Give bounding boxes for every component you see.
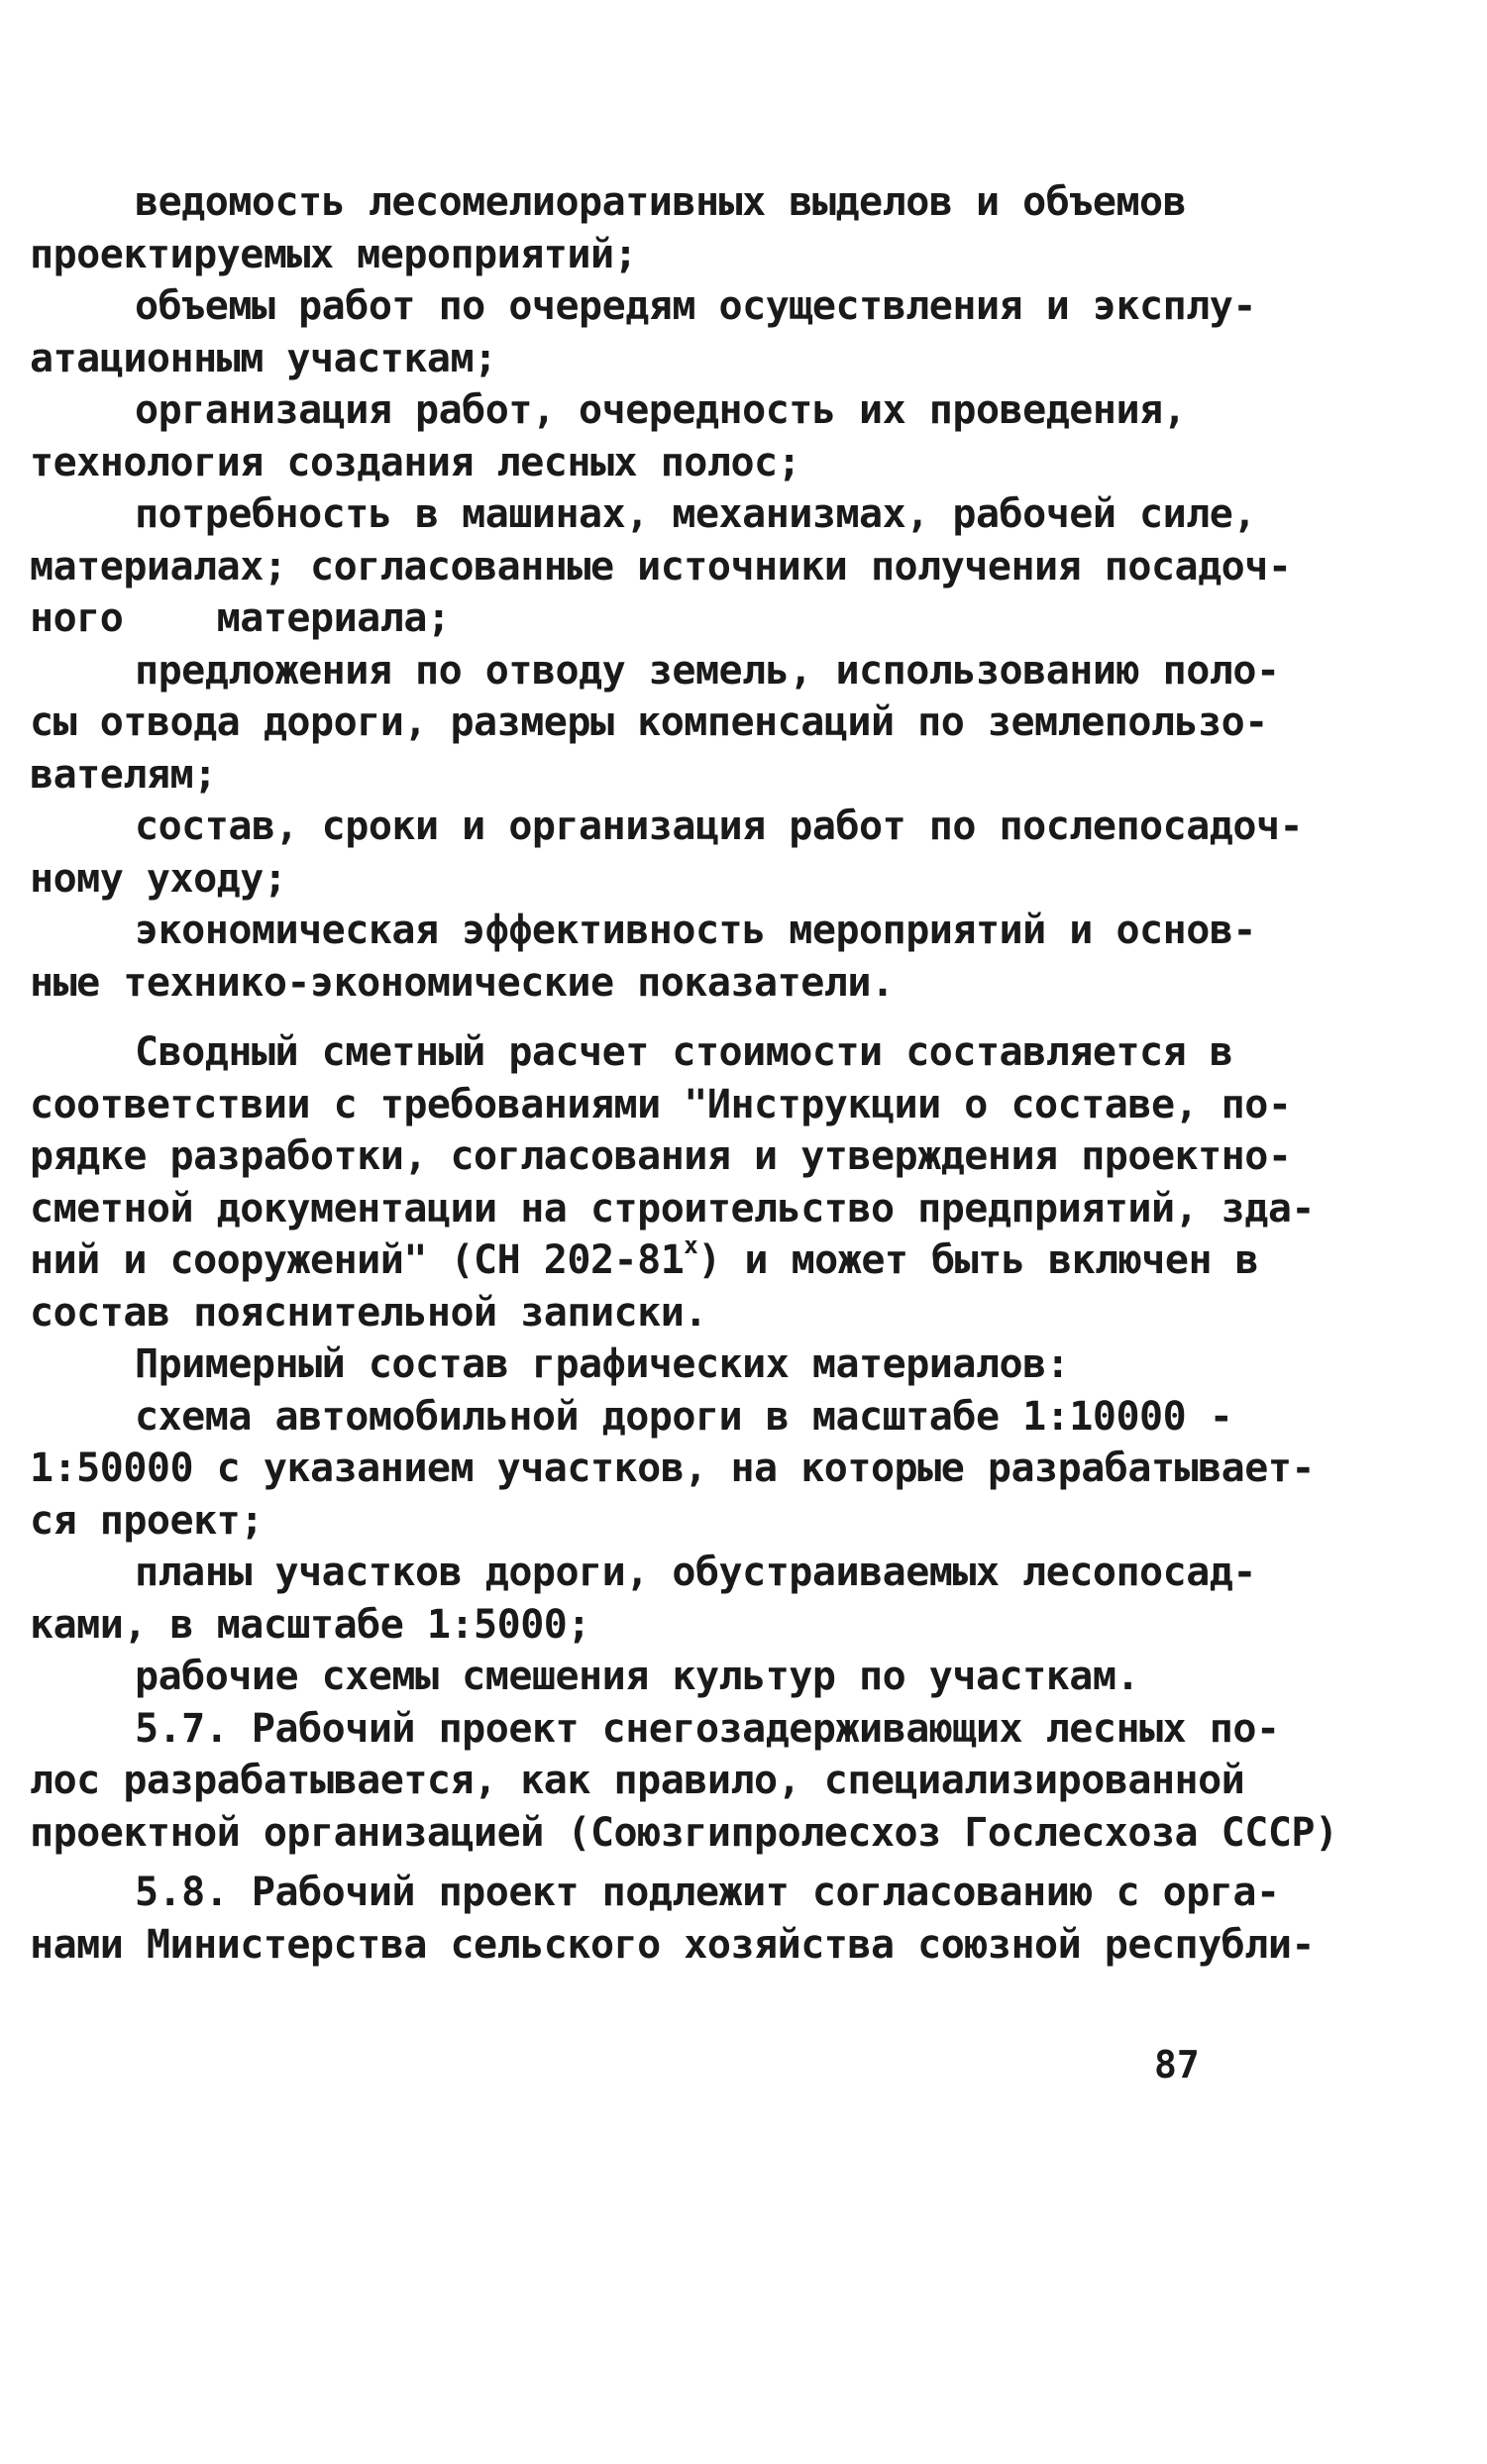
paragraph	[30, 1339, 1219, 1391]
paragraph	[30, 1867, 1316, 1971]
text-line: ведомость лесомелиоративных выделов и объемов	[135, 179, 1187, 225]
text-line: вателям;	[30, 751, 217, 798]
text-line: 5.8. Рабочий проект подлежит согласованию с орга-	[135, 1870, 1280, 1915]
text-line: ному уходу;	[30, 855, 287, 902]
text-line: Сводный сметный расчет стоимости составляется в	[135, 1029, 1233, 1075]
text-line: ные технико-экономические показатели.	[30, 959, 895, 1006]
text-line: схема автомобильной дороги в масштабе 1:10000 -	[135, 1393, 1233, 1440]
text-line: ся проект;	[30, 1497, 264, 1544]
text-line: ками, в масштабе 1:5000;	[30, 1601, 590, 1648]
superscript-mark: х	[684, 1231, 698, 1259]
text-line: объемы работ по очередям осуществления и эксплу-	[135, 283, 1256, 329]
text-line: технология создания лесных полос;	[30, 439, 801, 485]
paragraph	[30, 384, 1219, 488]
paragraph	[30, 905, 1256, 1009]
paragraph	[30, 1391, 1316, 1548]
text-line: экономическая эффективность мероприятий и основ-	[135, 908, 1256, 953]
text-line: лос разрабатывается, как правило, специализированной	[30, 1758, 1245, 1803]
paragraph	[30, 801, 1304, 905]
paragraph	[30, 280, 1256, 384]
text-line: нами Министерства сельского хозяйства союзной республи-	[30, 1921, 1316, 1968]
text-line: планы участков дороги, обустраиваемых лесопосад-	[135, 1550, 1256, 1595]
text-line: соответствии с требованиями "Инструкции о составе, по-	[30, 1081, 1292, 1127]
text-line: 1:50000 с указанием участков, на которые разрабатывает-	[30, 1446, 1316, 1491]
text-line: проектируемых мероприятий;	[30, 231, 638, 277]
text-line: сметной документации на строительство предприятий, зда-	[30, 1185, 1316, 1232]
paragraph	[30, 1547, 1256, 1651]
paragraph	[30, 488, 1292, 645]
text-line: атационным участкам;	[30, 335, 497, 381]
paragraph	[30, 176, 1219, 280]
paragraph	[30, 1703, 1338, 1860]
paragraph-spacer	[30, 1859, 1219, 1867]
text-line: потребность в машинах, механизмах, рабочей силе,	[135, 491, 1256, 537]
paragraph-spacer	[30, 1009, 1219, 1026]
text-line: предложения по отводу земель, использованию поло-	[135, 647, 1280, 694]
text-line: материалах; согласованные источники получения посадоч-	[30, 543, 1292, 589]
paragraph	[30, 1651, 1219, 1703]
text-fragment: ) и может быть включен в	[697, 1237, 1259, 1283]
text-line-with-superscript	[30, 1231, 1259, 1287]
paragraph	[30, 645, 1280, 802]
text-line: состав пояснительной записки.	[30, 1289, 707, 1336]
text-line: проектной организацией (Союзгипролесхоз Гослесхоза СССР)	[30, 1809, 1338, 1856]
document-body	[30, 176, 1338, 1971]
page-number: 87	[1154, 2043, 1200, 2087]
text-line: состав, сроки и организация работ по послепосадоч-	[135, 803, 1304, 849]
text-line: сы отвода дороги, размеры компенсаций по землепользо-	[30, 699, 1268, 745]
text-line: ного материала;	[30, 595, 451, 641]
paragraph	[30, 1026, 1316, 1339]
text-fragment: ний и сооружений" (СН 202-81	[30, 1237, 685, 1283]
text-line: Примерный состав графических материалов:	[135, 1341, 1070, 1387]
text-line: организация работ, очередность их проведения,	[135, 387, 1187, 433]
text-line: рядке разработки, согласования и утверждения проектно-	[30, 1133, 1292, 1179]
text-line: рабочие схемы смешения культур по участкам.	[135, 1654, 1140, 1699]
text-line: 5.7. Рабочий проект снегозадерживающих лесных по-	[135, 1705, 1280, 1752]
